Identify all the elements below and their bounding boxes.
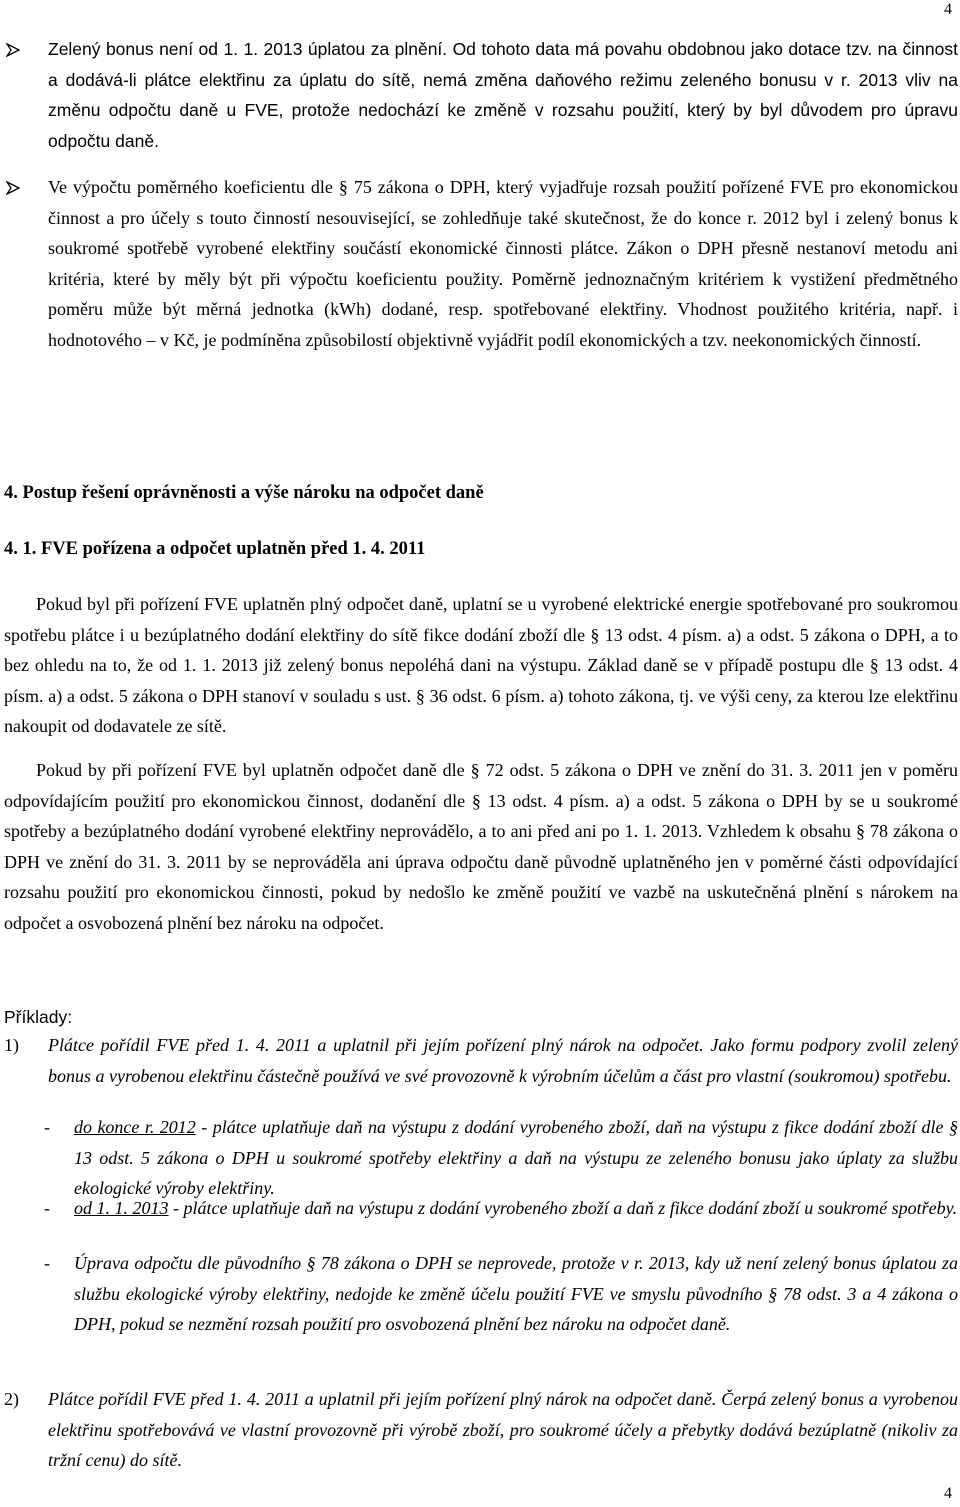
- examples-label: Příklady:: [4, 1007, 73, 1027]
- subitem-underlined: do konce r. 2012: [74, 1117, 196, 1137]
- arrowhead-bullet-icon: [6, 181, 20, 195]
- example-text: Plátce pořídil FVE před 1. 4. 2011 a uplatnil při jejím pořízení plný nárok na odpočet daně. Čerpá zelený bonus a vyrobenou elektřinu spotřebovává ve vlastní provozovně při výrobě zboží, pro soukromé účely a přebytky dodává bezúplatně (nikoliv za tržní cenu) do sítě.: [48, 1389, 958, 1470]
- subitem-text: - plátce uplatňuje daň na výstupu z dodání vyrobeného zboží, daň na výstupu z fikce dodání zboží dle § 13 odst. 5 zákona o DPH u soukromé spotřeby elektřiny a daň na výstupu ze zeleného bonusu jako úplaty za službu ekologické výroby elektřiny.: [74, 1117, 958, 1198]
- dash-bullet: -: [44, 1253, 50, 1273]
- paragraph: [4, 589, 958, 742]
- subitem-body: [74, 1193, 958, 1224]
- bullet-text: Ve výpočtu poměrného koeficientu dle § 75 zákona o DPH, který vyjadřuje rozsah použití pořízené FVE pro ekonomickou činnost a pro účely s touto činností nesouvisející, se zohledňuje také skutečnost, že do konce r. 2012 byl i zelený bonus k soukromé spotřebě vyrobené elektřiny součástí ekonomické činnosti plátce. Zákon o DPH přesně nestanoví metodu ani kritéria, které by měly být při výpočtu koeficientu použity. Poměrně jednoznačným kritériem k vystižení předmětného poměru může být měrná jednotka (kWh) dodané, resp. spotřebované elektřiny. Vhodnost použitého kritéria, např. i hodnotového – v Kč, je podmíněna způsobilostí objektivně vyjádřit podíl ekonomických a tzv. neekonomických činností.: [48, 177, 958, 350]
- dash-bullet: -: [44, 1117, 50, 1137]
- paragraph-text: Pokud byl při pořízení FVE uplatněn plný odpočet daně, uplatní se u vyrobené elektrické energie spotřebované pro soukromou spotřebu plátce i u bezúplatného dodání elektřiny do sítě fikce dodání zboží dle § 13 odst. 4 písm. a) a odst. 5 zákona o DPH, a to bez ohledu na to, že od 1. 1. 2013 již zelený bonus nepoléhá dani na výstupu. Základ daně se v případě postupu dle § 13 odst. 4 písm. a) a odst. 5 zákona o DPH stanoví v souladu s ust. § 36 odst. 6 písm. a) tohoto zákona, tj. ve výši ceny, za kterou lze elektřinu nakoupit od dodavatele ze sítě.: [4, 594, 958, 736]
- dash-bullet: -: [44, 1198, 50, 1218]
- subitem-text: - plátce uplatňuje daň na výstupu z dodání vyrobeného zboží a daň z fikce dodání zboží u soukromé spotřeby.: [168, 1198, 958, 1218]
- page-number-top: 4: [944, 1, 952, 18]
- example-text: Plátce pořídil FVE před 1. 4. 2011 a uplatnil při jejím pořízení plný nárok na odpočet. Jako formu podpory zvolil zelený bonus a vyrobenou elektřinu částečně používá ve své provozovně k výrobním účelům a část pro vlastní (soukromou) spotřebu.: [48, 1035, 958, 1086]
- subsection-heading: 4. 1. FVE pořízena a odpočet uplatněn před 1. 4. 2011: [4, 539, 426, 559]
- bullet-text: Zelený bonus není od 1. 1. 2013 úplatou za plnění. Od tohoto data má povahu obdobnou jako dotace tzv. na činnost a dodává-li plátce elektřinu za úplatu do sítě, nemá změna daňového režimu zeleného bonusu v r. 2013 vliv na změnu odpočtu daně u FVE, protože nedochází ke změně v rozsahu použití, který by byl důvodem pro úpravu odpočtu daně.: [48, 39, 958, 151]
- subitem-body: [74, 1112, 958, 1204]
- example-number: 1): [4, 1035, 19, 1055]
- paragraph-text: Pokud by při pořízení FVE byl uplatněn odpočet daně dle § 72 odst. 5 zákona o DPH ve znění do 31. 3. 2011 jen v poměru odpovídajícím použití pro ekonomickou činnost, dodanění dle § 13 odst. 4 písm. a) a odst. 5 zákona o DPH by se u soukromé spotřeby a bezúplatného dodání vyrobené elektřiny neprovádělo, a to ani před ani po 1. 1. 2013. Vzhledem k obsahu § 78 zákona o DPH ve znění do 31. 3. 2011 by se neprováděla ani úprava odpočtu daně původně uplatněného jen v poměrné části odpovídající rozsahu použití pro ekonomickou činnosti, pokud by nedošlo ke změně použití ve vazbě na uskutečněná plnění s nárokem na odpočet a osvobozená plnění bez nároku na odpočet.: [4, 760, 958, 933]
- subitem-underlined: od 1. 1. 2013: [74, 1198, 169, 1218]
- page-number-bottom: 4: [944, 1485, 952, 1502]
- example-number: 2): [4, 1389, 19, 1409]
- paragraph: [4, 755, 958, 938]
- section-heading: 4. Postup řešení oprávněnosti a výše nároku na odpočet daně: [4, 483, 484, 503]
- subitem-body: [74, 1248, 958, 1340]
- arrowhead-bullet-icon: [6, 43, 20, 57]
- subitem-text: Úprava odpočtu dle původního § 78 zákona o DPH se neprovede, protože v r. 2013, kdy už není zelený bonus úplatou za službu ekologické výroby elektřiny, nedojde ke změně účelu použití FVE ve smyslu původního § 78 odst. 3 a 4 zákona o DPH, pokud se nezmění rozsah použití pro osvobozená plnění bez nároku na odpočet daně.: [74, 1253, 958, 1334]
